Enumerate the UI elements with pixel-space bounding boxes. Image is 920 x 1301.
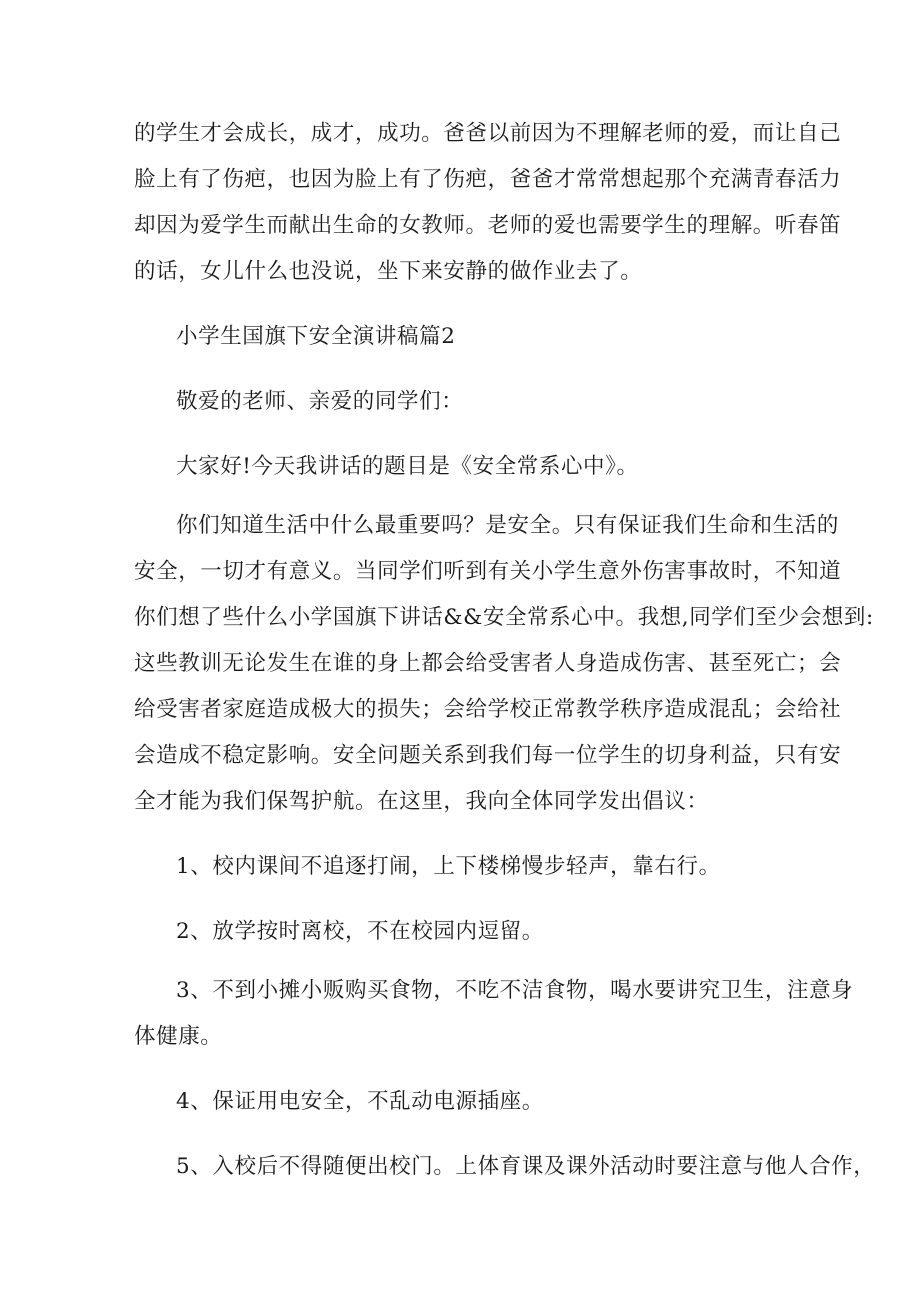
paragraph-1-line-4: 的话，女儿什么也没说，坐下来安静的做作业去了。 xyxy=(134,259,643,284)
paragraph-2-line-5: 给受害者家庭造成极大的损失；会给学校正常教学秩序造成混乱；会给社 xyxy=(134,697,842,722)
list-item-3-line-2: 体健康。 xyxy=(134,1024,223,1049)
paragraph-1-line-2: 脸上有了伤疤，也因为脸上有了伤疤，爸爸才常常想起那个充满青春活力 xyxy=(134,167,842,192)
paragraph-1-line-3: 却因为爱学生而献出生命的女教师。老师的爱也需要学生的理解。听春笛 xyxy=(134,213,842,238)
paragraph-2-line-7: 全才能为我们保驾护航。在这里，我向全体同学发出倡议： xyxy=(134,789,709,814)
paragraph-2-line-4: 这些教训无论发生在谁的身上都会给受害者人身造成伤害、甚至死亡；会 xyxy=(134,651,842,676)
paragraph-2-line-3: 你们想了些什么小学国旗下讲话&&安全常系心中。我想,同学们至少会想到: xyxy=(134,605,874,630)
list-item-2: 2、放学按时离校，不在校园内逗留。 xyxy=(176,919,544,944)
list-item-1: 1、校内课间不追逐打闹，上下楼梯慢步轻声，靠右行。 xyxy=(176,854,721,879)
greeting: 大家好!今天我讲话的题目是《安全常系心中》。 xyxy=(176,454,639,479)
paragraph-2-line-2: 安全，一切才有意义。当同学们听到有关小学生意外伤害事故时，不知道 xyxy=(134,559,842,584)
section-title: 小学生国旗下安全演讲稿篇2 xyxy=(176,324,456,349)
salutation: 敬爱的老师、亲爱的同学们： xyxy=(176,389,464,414)
paragraph-2-line-1: 你们知道生活中什么最重要吗？是安全。只有保证我们生命和生活的 xyxy=(176,513,840,538)
paragraph-1-line-1: 的学生才会成长，成才，成功。爸爸以前因为不理解老师的爱，而让自己 xyxy=(134,121,842,146)
list-item-5: 5、入校后不得随便出校门。上体育课及课外活动时要注意与他人合作， xyxy=(176,1154,876,1179)
list-item-3-line-1: 3、不到小摊小贩购买食物，不吃不洁食物，喝水要讲究卫生，注意身 xyxy=(176,978,854,1003)
list-item-4: 4、保证用电安全，不乱动电源插座。 xyxy=(176,1089,544,1114)
paragraph-2-line-6: 会造成不稳定影响。安全问题关系到我们每一位学生的切身利益，只有安 xyxy=(134,743,842,768)
